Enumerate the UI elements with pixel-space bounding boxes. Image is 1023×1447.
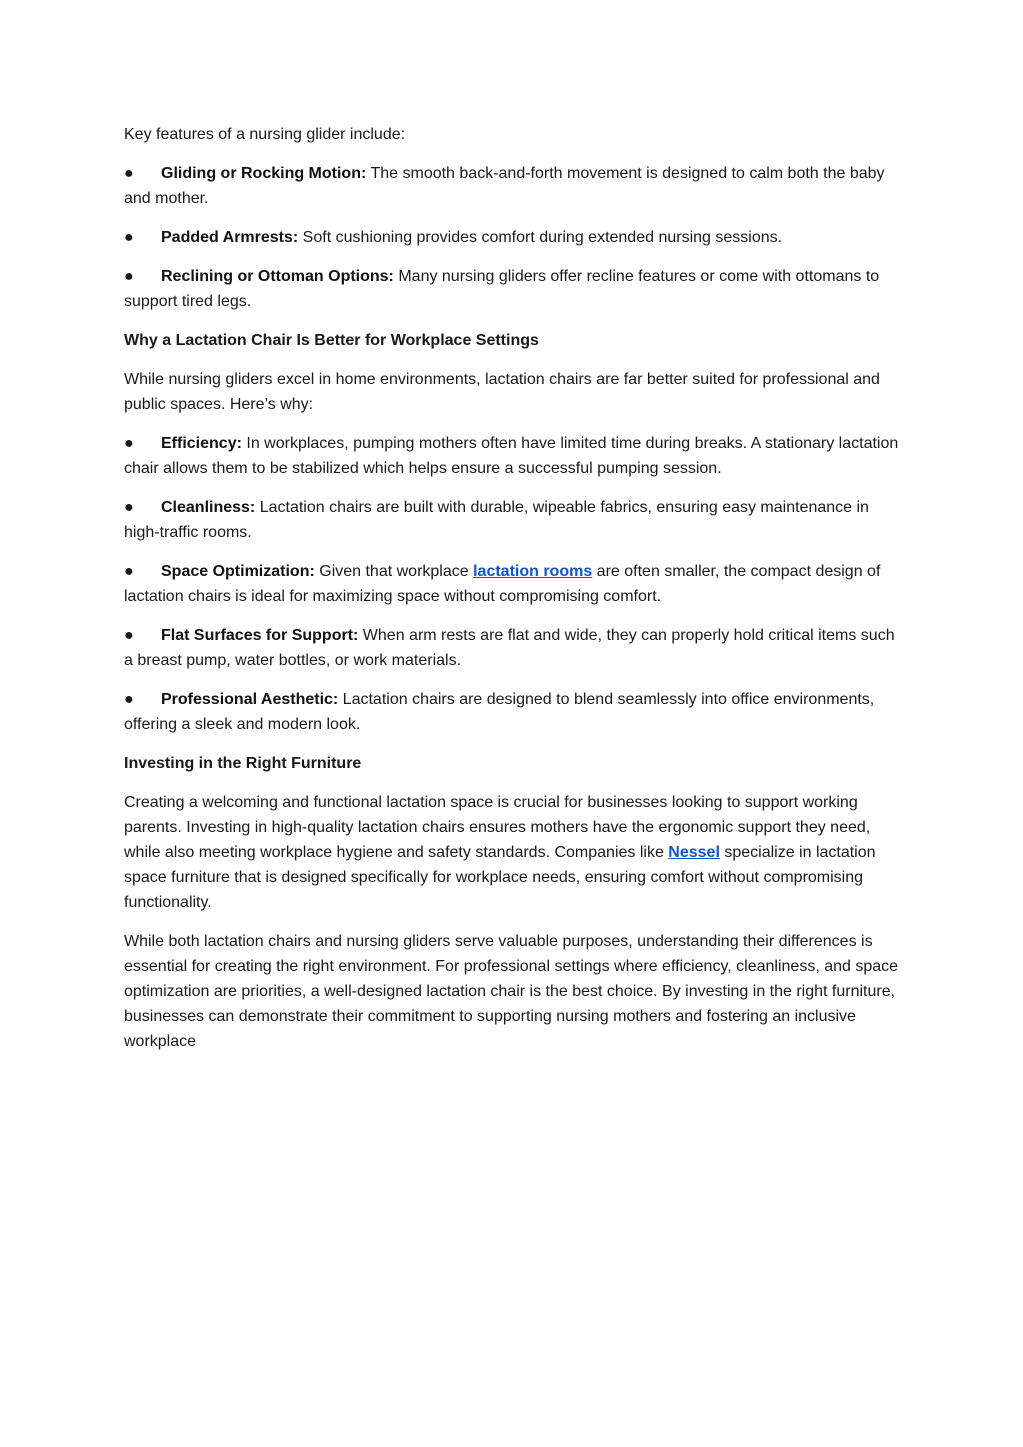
section-workplace-paragraph: While nursing gliders excel in home environments, lactation chairs are far better suited for professional and public spaces. Here’s why: — [124, 371, 880, 413]
glider-feature-armrests — [124, 225, 899, 250]
investing-paragraph-1 — [124, 790, 899, 915]
feature-title: Reclining or Ottoman Options: — [161, 268, 394, 285]
reason-text: In workplaces, pumping mothers often have limited time during breaks. A stationary lactation chair allows them to be stabilized which helps ensure a successful pumping session. — [124, 435, 899, 477]
reason-professional-aesthetic — [124, 687, 899, 737]
paragraph-text-after: specialize in lactation space furniture that is designed specifically for workplace needs, ensuring comfort without compromising functionality. — [124, 844, 876, 911]
investing-paragraph-2: While both lactation chairs and nursing gliders serve valuable purposes, understanding their differences is essential for creating the right environment. For professional settings where efficiency, cleanliness, and space optimization are priorities, a well-designed lactation chair is the best choice. By investing in the right furniture, businesses can demonstrate their commitment to supporting nursing mothers and fostering an inclusive workplace — [124, 933, 899, 1050]
section-heading-workplace: Why a Lactation Chair Is Better for Workplace Settings — [124, 332, 539, 349]
bullet-icon: ● — [124, 563, 134, 580]
feature-text: The smooth back-and-forth movement is designed to calm both the baby and mother. — [124, 165, 885, 207]
reason-space-optimization — [124, 559, 899, 609]
feature-title: Padded Armrests: — [161, 229, 299, 246]
reason-text-after: are often smaller, the compact design of lactation chairs is ideal for maximizing space without compromising comfort. — [124, 563, 881, 605]
reason-title: Space Optimization: — [161, 563, 315, 580]
reason-cleanliness — [124, 495, 899, 545]
bullet-icon: ● — [124, 435, 134, 452]
glider-feature-reclining — [124, 264, 899, 314]
document-page — [124, 122, 899, 1068]
paragraph-text-before: Creating a welcoming and functional lactation space is crucial for businesses looking to support working parents. Investing in high-quality lactation chairs ensures mothers have the ergonomic support they need, while also meeting workplace hygiene and safety standards. Companies like — [124, 794, 871, 861]
reason-title: Professional Aesthetic: — [161, 691, 339, 708]
bullet-icon: ● — [124, 691, 134, 708]
reason-text: When arm rests are flat and wide, they can properly hold critical items such a breast pump, water bottles, or work materials. — [124, 627, 895, 669]
bullet-icon: ● — [124, 165, 134, 182]
reason-title: Flat Surfaces for Support: — [161, 627, 359, 644]
feature-text: Soft cushioning provides comfort during extended nursing sessions. — [298, 229, 783, 246]
reason-title: Cleanliness: — [161, 499, 256, 516]
reason-flat-surfaces — [124, 623, 899, 673]
reason-text-before: Given that workplace — [314, 563, 474, 580]
feature-text: Many nursing gliders offer recline features or come with ottomans to support tired legs. — [124, 268, 880, 310]
section-heading-investing: Investing in the Right Furniture — [124, 755, 362, 772]
glider-feature-gliding — [124, 161, 899, 211]
reason-title: Efficiency: — [161, 435, 242, 452]
reason-efficiency — [124, 431, 899, 481]
bullet-icon: ● — [124, 499, 134, 516]
bullet-icon: ● — [124, 229, 134, 246]
reason-text: Lactation chairs are built with durable, wipeable fabrics, ensuring easy maintenance in high-traffic rooms. — [124, 499, 869, 541]
nessel-link[interactable]: Nessel — [668, 844, 720, 861]
reason-text: Lactation chairs are designed to blend seamlessly into office environments, offering a sleek and modern look. — [124, 691, 875, 733]
bullet-icon: ● — [124, 627, 134, 644]
bullet-icon: ● — [124, 268, 134, 285]
lactation-rooms-link[interactable]: lactation rooms — [473, 563, 593, 580]
intro-paragraph: Key features of a nursing glider include: — [124, 126, 406, 143]
feature-title: Gliding or Rocking Motion: — [161, 165, 367, 182]
